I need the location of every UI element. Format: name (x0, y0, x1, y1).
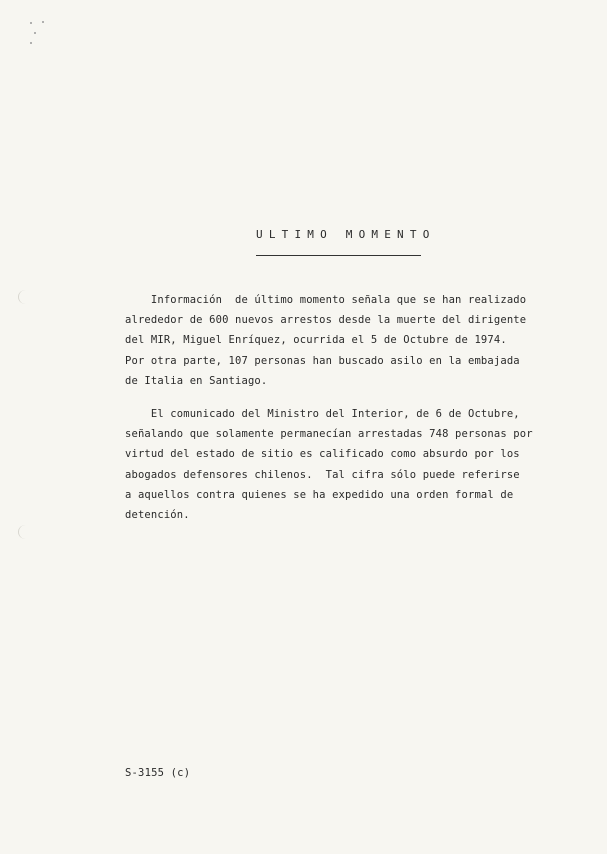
paragraph-line: del MIR, Miguel Enríquez, ocurrida el 5 de Octubre de 1974. (125, 334, 507, 347)
paragraph-line: El comunicado del Ministro del Interior, de 6 de Octubre, (125, 408, 520, 420)
punch-hole-mark-top (18, 290, 33, 304)
paragraph-2 (125, 404, 533, 525)
title-underline (256, 255, 421, 256)
punch-hole-mark-bottom (18, 525, 33, 539)
paragraph-line: detención. (125, 509, 190, 522)
paragraph-line: Información de último momento señala que se han realizado (125, 294, 527, 306)
paragraph-1 (125, 290, 525, 391)
document-reference-code: S-3155 (c) (125, 767, 191, 779)
scan-specks (30, 18, 50, 48)
paragraph-line: a aquellos contra quienes se ha expedido una orden formal de (125, 488, 514, 501)
paragraph-line: abogados defensores chilenos. Tal cifra sólo puede referirse (125, 468, 520, 481)
paragraph-line: de Italia en Santiago. (125, 374, 268, 387)
paragraph-line: Por otra parte, 107 personas han buscado asilo en la embajada (125, 354, 520, 367)
document-title: ULTIMO MOMENTO (256, 228, 436, 241)
paragraph-line: alrededor de 600 nuevos arrestos desde la muerte del dirigente (125, 314, 527, 327)
paragraph-line: señalando que solamente permanecían arrestadas 748 personas por (125, 428, 533, 441)
paragraph-line: virtud del estado de sitio es calificado como absurdo por los (125, 448, 520, 461)
